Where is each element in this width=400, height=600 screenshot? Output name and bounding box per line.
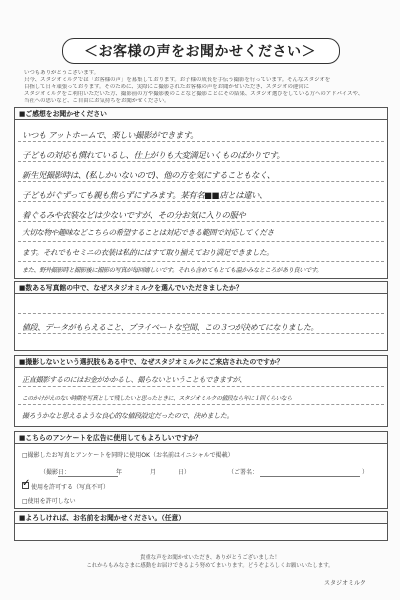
- ruled-line: [18, 141, 384, 142]
- ruled-line: [18, 241, 384, 242]
- handwritten-line: 子どもがぐずっても親も焦らずにすみます。某有名■■店とは違い、: [22, 190, 268, 200]
- intro-line: 只今、スタジオミルクでは「お客様の声」を募集しております。お子様の成長を手伝う撮影を行っています。そんなスタジオを: [24, 77, 331, 83]
- allow-no-photo-checkbox[interactable]: [22, 482, 29, 489]
- page-title: ＜お客様の声をお聞かせください＞: [84, 44, 316, 60]
- handwritten-line: いつも アットホームで、楽しい撮影ができます。: [22, 130, 199, 140]
- section-heading-impressions: ■ご感想をお聞かせください: [14, 107, 388, 119]
- consent-option-allow-no-photo[interactable]: 使用を許可する（写真不可）: [31, 484, 110, 491]
- handwritten-line: 値段、データがもらえること、プライベートな空間、この３つが決めてになりました。: [22, 323, 319, 332]
- signature-underline: [260, 476, 360, 477]
- ruled-line: [18, 181, 384, 182]
- footer-thanks: 貴重な声をお聞かせいただき、ありがとうございました！: [140, 555, 280, 561]
- handwritten-line: 新生児撮影時は、(私しかいないので)、他の方を気にすることもなく、: [22, 170, 275, 180]
- signature-close: ）: [362, 469, 369, 476]
- day-label: 日）: [178, 469, 191, 476]
- section-heading-name: ■よろしければ、お名前をお聞かせください。（任意）: [14, 511, 388, 523]
- signature-label: （ご署名：: [228, 469, 259, 476]
- month-label: 月: [150, 469, 157, 476]
- consent-option-photo-and-survey[interactable]: □撮影したお写真とアンケートを同時に使用OK（お名前はイニシャルで掲載）: [22, 452, 234, 459]
- ruled-line: [18, 221, 384, 222]
- ruled-line: [18, 261, 384, 262]
- year-label: 年: [116, 469, 123, 476]
- section-heading-why-visited: ■撮影しないという選択肢もある中で、なぜスタジオミルクにご来店されたのですか？: [14, 355, 388, 367]
- handwritten-line: 正直撮影するのにはお金がかかるし、撮らないということもできますが、: [22, 375, 246, 384]
- intro-line: いつもありがとうございます。: [24, 70, 100, 76]
- ruled-line: [18, 386, 384, 387]
- name-answer-box[interactable]: [14, 523, 388, 541]
- ruled-line: [18, 161, 384, 162]
- date-underline: [58, 476, 118, 477]
- ruled-line: [18, 333, 384, 334]
- intro-line: 目指して日々頑張っております。そのために、実際にご撮影されたお客様の声をお聞かせいただき、スタジオの運営に: [24, 84, 310, 90]
- ruled-line: [18, 201, 384, 202]
- ruled-line: [18, 404, 384, 405]
- handwritten-line: 大切な物や趣味などこちらの希望することは対応できる範囲で対応してくださ: [22, 228, 274, 237]
- shoot-date-label: （撮影日：: [40, 469, 71, 476]
- handwritten-line: ます。それでもセミニの衣装は私的にはすて取り揃えており満足できました。: [22, 248, 274, 257]
- section-heading-why-chosen: ■数ある写真館の中で、なぜスタジオミルクを選んでいただきましたか？: [14, 281, 388, 293]
- handwritten-line: 子どもの対応も慣れているし、仕上がりも大変満足いくものばかりです。: [22, 150, 285, 160]
- intro-line: スタジオミルクをご利用いただいた方、撮影前の方や撮影後のことなど撮影ごとにその結果、スタジオ選びをしている方へのアドバイスや、: [24, 91, 364, 97]
- section-heading-ad-consent: ■こちらのアンケートを広告に使用してもよろしいですか？: [14, 431, 388, 443]
- handwritten-line: 着ぐるみや衣装などは少ないですが、その分お気に入りの服や: [22, 210, 246, 220]
- handwritten-line: このかけがえのない時期を写真として残したいと思ったときに、スタジオミルクの値段なら年に１回くらいなら: [22, 396, 292, 402]
- handwritten-line: 撮ろうかなと思えるような良心的な値段設定だったので、決めました。: [22, 412, 234, 420]
- ruled-line: [18, 313, 384, 314]
- handwritten-line: また、野外撮影時と撮影後に撮影の写真が毎回嬉しいです。それら含めてもとても温かみなところがあり良いです。: [22, 267, 322, 274]
- studio-signature: スタジオミルク: [324, 580, 366, 587]
- intro-line: 当社への思いなど、ご自由にお気持ちをお聞かせください。: [24, 98, 170, 104]
- consent-option-deny[interactable]: □使用を許可しない: [22, 498, 76, 505]
- footer-message: これからもみなさまに感動をお届けできるよう努めてまいります。どうぞよろしくお願いいたします。: [86, 563, 334, 569]
